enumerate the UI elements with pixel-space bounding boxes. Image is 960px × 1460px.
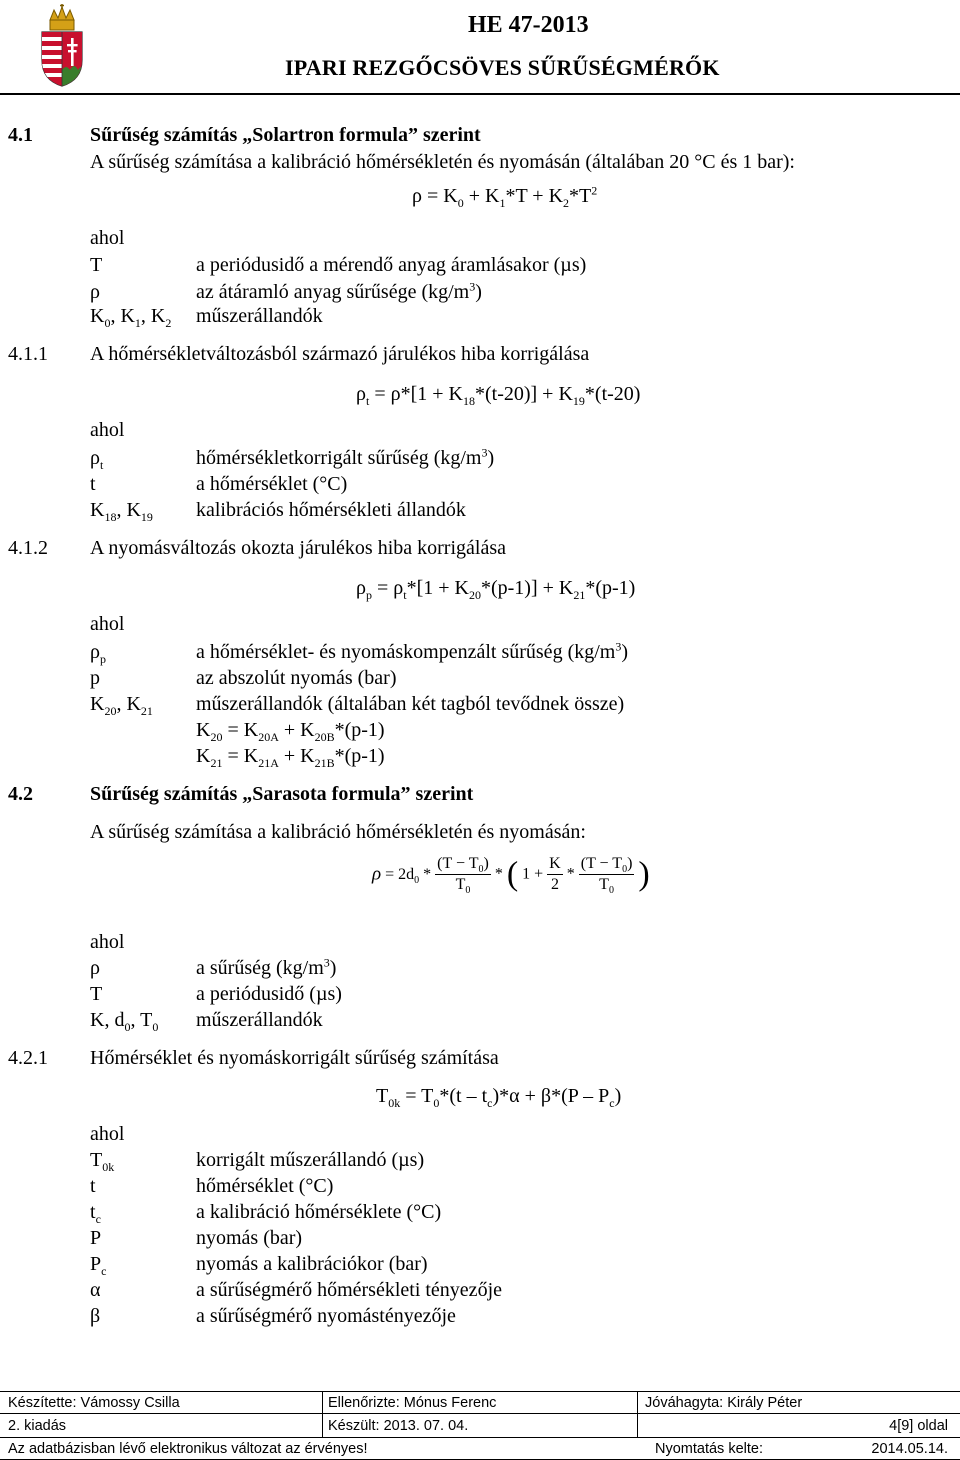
def-symbol: $\rho_t$ xyxy=(90,447,104,472)
formula-t0k: $T_{0k} = T_0*(t - t_c)*\alpha + \beta*(P - P_c)$ xyxy=(376,1085,622,1110)
def-symbol: T xyxy=(90,254,103,276)
where-label: ahol xyxy=(90,931,125,953)
footer-checked: Ellenőrizte: Mónus Ferenc xyxy=(328,1395,497,1411)
def-symbol: P xyxy=(90,1227,102,1249)
def-symbol: T xyxy=(90,983,103,1005)
footer-row-border xyxy=(0,1413,960,1414)
def-symbol: $K_{18}$, $K_{19}$ xyxy=(90,499,153,524)
def-symbol: $K_0$, $K_1$, $K_2$ xyxy=(90,305,172,330)
def-description: műszerállandók xyxy=(196,1009,323,1031)
footer-col-divider xyxy=(322,1391,323,1437)
def-symbol: p xyxy=(90,667,100,689)
def-description: korrigált műszerállandó (µs) xyxy=(196,1149,425,1171)
def-symbol: ρ xyxy=(90,957,100,979)
document-title: IPARI REZGŐCSÖVES SŰRŰSÉGMÉRŐK xyxy=(285,55,720,80)
formula-solartron: $\rho = K_0 + K_1*T + K_2*T^2$ xyxy=(412,183,598,210)
where-label: ahol xyxy=(90,613,125,635)
section-number: 4.1.2 xyxy=(8,537,48,559)
def-description: a kalibráció hőmérséklete (°C) xyxy=(196,1201,442,1223)
where-label: ahol xyxy=(90,227,125,249)
section-number: 4.2.1 xyxy=(8,1047,48,1069)
document-id: HE 47-2013 xyxy=(468,12,589,38)
section-heading: A nyomásváltozás okozta járulékos hiba korrigálása xyxy=(90,537,506,559)
formula-pressure-correction: $\rho_p = \rho_t*[1 + K_{20}*(p-1)] + K_{21}*(p-1)$ xyxy=(356,577,636,602)
def-description: az abszolút nyomás (bar) xyxy=(196,667,397,689)
section-number: 4.1 xyxy=(8,124,33,146)
def-symbol: t xyxy=(90,473,96,495)
def-symbol: β xyxy=(90,1305,101,1327)
section-number: 4.2 xyxy=(8,783,33,805)
def-symbol: $K_{20}$, $K_{21}$ xyxy=(90,693,153,718)
def-description: a sűrűségmérő nyomástényezője xyxy=(196,1305,456,1327)
def-symbol: $T_{0k}$ xyxy=(90,1149,115,1174)
def-description: hőmérsékletkorrigált sűrűség $(kg/m^3)$ xyxy=(196,445,495,469)
def-description: kalibrációs hőmérsékleti állandók xyxy=(196,499,466,521)
footer-print-label: Nyomtatás kelte: xyxy=(655,1441,763,1457)
footer-col-divider xyxy=(637,1391,638,1437)
footer-top-border xyxy=(0,1391,960,1392)
formula-sarasota: $\rho = 2d_0$ * $\frac{(T - T_0)}{T_0}$ * ( 1 + $\frac{K}{2}$ * $\frac{(T - T_0)}{T_0}$ ) xyxy=(372,855,650,897)
def-symbol: $P_c$ xyxy=(90,1253,107,1278)
footer-validity-note: Az adatbázisban lévő elektronikus változat az érvényes! xyxy=(8,1441,368,1457)
footer-made: Készült: 2013. 07. 04. xyxy=(328,1418,469,1434)
where-label: ahol xyxy=(90,1123,125,1145)
def-symbol: t xyxy=(90,1175,96,1197)
def-symbol: ρ xyxy=(90,281,100,303)
section-intro: A sűrűség számítása a kalibráció hőmérsékletén és nyomásán (általában 20 °C és 1 bar): xyxy=(90,151,795,173)
section-number: 4.1.1 xyxy=(8,343,48,365)
sub-formula-k21: $K_{21} = K_{21A} + K_{21B}*(p-1)$ xyxy=(196,745,385,770)
hungarian-coat-of-arms-icon xyxy=(36,4,88,88)
sub-formula-k20: $K_{20} = K_{20A} + K_{20B}*(p-1)$ xyxy=(196,719,385,744)
footer-prepared: Készítette: Vámossy Csilla xyxy=(8,1395,180,1411)
def-description: nyomás (bar) xyxy=(196,1227,303,1249)
def-description: a periódusidő (µs) xyxy=(196,983,342,1005)
def-description: műszerállandók xyxy=(196,305,323,327)
footer-print-date: 2014.05.14. xyxy=(871,1441,948,1457)
def-description: a sűrűség $(kg/m^3)$ xyxy=(196,955,337,979)
footer-row-border xyxy=(0,1437,960,1438)
formula-temperature-correction: $\rho_t = \rho*[1 + K_{18}*(t-20)] + K_{19}*(t-20)$ xyxy=(356,383,641,408)
def-description: műszerállandók (általában két tagból tevődnek össze) xyxy=(196,693,625,715)
footer-approved: Jóváhagyta: Király Péter xyxy=(645,1395,803,1411)
where-label: ahol xyxy=(90,419,125,441)
section-heading: Sűrűség számítás „Sarasota formula” szerint xyxy=(90,783,474,805)
def-description: a hőmérséklet (°C) xyxy=(196,473,348,495)
def-description: a hőmérséklet- és nyomáskompenzált sűrűség $(kg/m^3)$ xyxy=(196,639,629,663)
def-symbol: K, $d_0$, $T_0$ xyxy=(90,1009,159,1034)
section-heading: A hőmérsékletváltozásból származó járulékos hiba korrigálása xyxy=(90,343,590,365)
section-intro: A sűrűség számítása a kalibráció hőmérsékletén és nyomásán: xyxy=(90,821,586,843)
def-symbol: $t_c$ xyxy=(90,1201,101,1226)
def-symbol: $\rho_p$ xyxy=(90,641,106,666)
def-description: a sűrűségmérő hőmérsékleti tényezője xyxy=(196,1279,502,1301)
section-heading: Sűrűség számítás „Solartron formula” szerint xyxy=(90,124,481,146)
footer-edition: 2. kiadás xyxy=(8,1418,67,1434)
def-symbol: α xyxy=(90,1279,101,1301)
header-divider xyxy=(0,93,960,95)
def-description: hőmérséklet (°C) xyxy=(196,1175,334,1197)
def-description: a periódusidő a mérendő anyag áramlásakor (µs) xyxy=(196,254,587,276)
footer-page: 4[9] oldal xyxy=(889,1418,948,1434)
def-description: nyomás a kalibrációkor (bar) xyxy=(196,1253,428,1275)
def-description: az átáramló anyag sűrűsége $(kg/m^3)$ xyxy=(196,279,482,303)
section-heading: Hőmérséklet és nyomáskorrigált sűrűség számítása xyxy=(90,1047,499,1069)
